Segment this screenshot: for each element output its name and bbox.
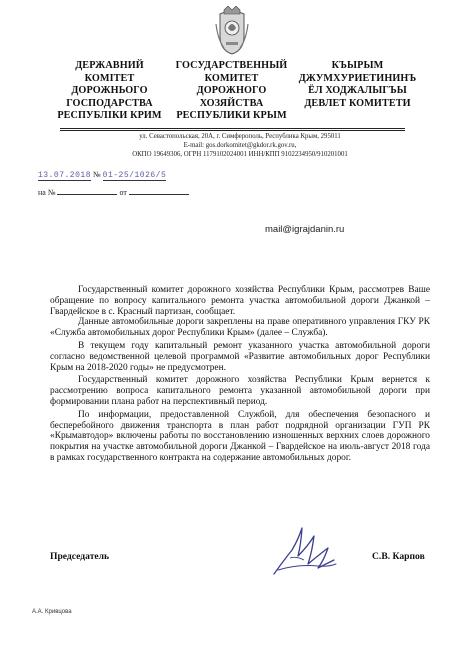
address-email: E-mail: gos.dorkomitet@gkdor.rk.gov.ru, (183, 142, 297, 149)
body-paragraph: Государственный комитет дорожного хозяйства Республики Крым вернется к рассмотрению вопроса капитального ремонта указанной автомобильной дороги при формировании плана работ на перспективный период. (50, 375, 430, 407)
body-paragraph: Государственный комитет дорожного хозяйства Республики Крым, рассмотрев Ваше обращение по вопросу капитального ремонта участка автомобильной дороги Джанкой – Гвардейское в с. Красный партизан, сообщает. (50, 285, 430, 317)
executor-name: А.А. Кривцова (32, 609, 72, 615)
header-right-line: КЪЫРЫМ (331, 60, 384, 71)
reference-date-label: от (119, 188, 127, 197)
reference-number-blank (57, 187, 117, 195)
header-divider (60, 128, 405, 129)
header-right-line: ЁЛ ХОДЖАЛЫГЪЫ (308, 85, 407, 97)
header-center-line: ХОЗЯЙСТВА (199, 97, 264, 109)
header-left-line: РЕСПУБЛІКИ КРИМ (57, 110, 162, 122)
header-left-line: ГОСПОДАРСТВА (66, 97, 153, 109)
reference-date-blank (129, 187, 189, 195)
number-label: № (93, 170, 101, 179)
signatory-title: Председатель (50, 551, 110, 562)
header-left-line: ДЕРЖАВНИЙ (75, 60, 144, 71)
address-codes: ОКПО 19649306, ОГРН 1179102024001 ИНН/КПП 9102234950/910201001 (132, 151, 348, 158)
signatory-name: С.В. Карпов (372, 551, 425, 562)
header-center-line: КОМИТЕТ (204, 72, 259, 84)
body-paragraph: Данные автомобильные дороги закреплены на праве оперативного управления ГКУ РК «Служба автомобильных дорог Республики Крым» (далее – Служба). (50, 317, 430, 339)
header-right-line: ДЖУМХУРИЕТИНИНЪ (298, 72, 417, 84)
crimea-coat-of-arms-emblem (214, 6, 250, 56)
address-street: ул. Севастопольская, 20А, г. Симферополь, Республика Крым, 295011 (139, 133, 341, 140)
body-paragraph: В текущем году капитальный ремонт указанного участка автомобильной дороги согласно ведомственной целевой программой «Развитие автомобильных дорог Республики Крым на 2018-2020 годы» не предусмотрен. (50, 340, 430, 373)
reference-number-label: на № (38, 188, 56, 197)
outgoing-number: 01-25/1026/5 (102, 171, 167, 180)
outgoing-date: 13.07.2018 (38, 171, 92, 180)
header-left-line: КОМІТЕТ (84, 72, 135, 84)
recipient-email: mail@igrajdanin.ru (265, 224, 345, 235)
header-left-line: ДОРОЖНЬОГО (71, 85, 148, 97)
header-center-russian (164, 60, 299, 123)
header-center-line: ДОРОЖНОГО (196, 85, 267, 97)
handwritten-signature (268, 520, 340, 580)
header-right-line: ДЕВЛЕТ КОМИТЕТИ (304, 97, 411, 109)
header-divider-thin (60, 130, 405, 131)
header-center-line: ГОСУДАРСТВЕННЫЙ (175, 60, 288, 71)
header-left-ukrainian (42, 60, 177, 123)
header-center-line: РЕСПУБЛИКИ КРЫМ (176, 110, 287, 122)
body-paragraph: По информации, предоставленной Службой, для обеспечения безопасного и бесперебойного движения транспорта в план работ подрядной организации ГУП РК «Крымавтодор» включены работы по восстановлению изношенных верхних слоев дорожного покрытия на участке автомобильной дороги Джанкой – Гвардейское на июль-август 2018 года в рамках государственного контракта на содержание автомобильных дорог. (50, 409, 430, 463)
outgoing-registration (38, 170, 166, 181)
reference-registration (38, 187, 189, 197)
letter-body (50, 285, 430, 464)
header-right-crimean-tatar (290, 60, 425, 110)
address-block (40, 132, 440, 159)
